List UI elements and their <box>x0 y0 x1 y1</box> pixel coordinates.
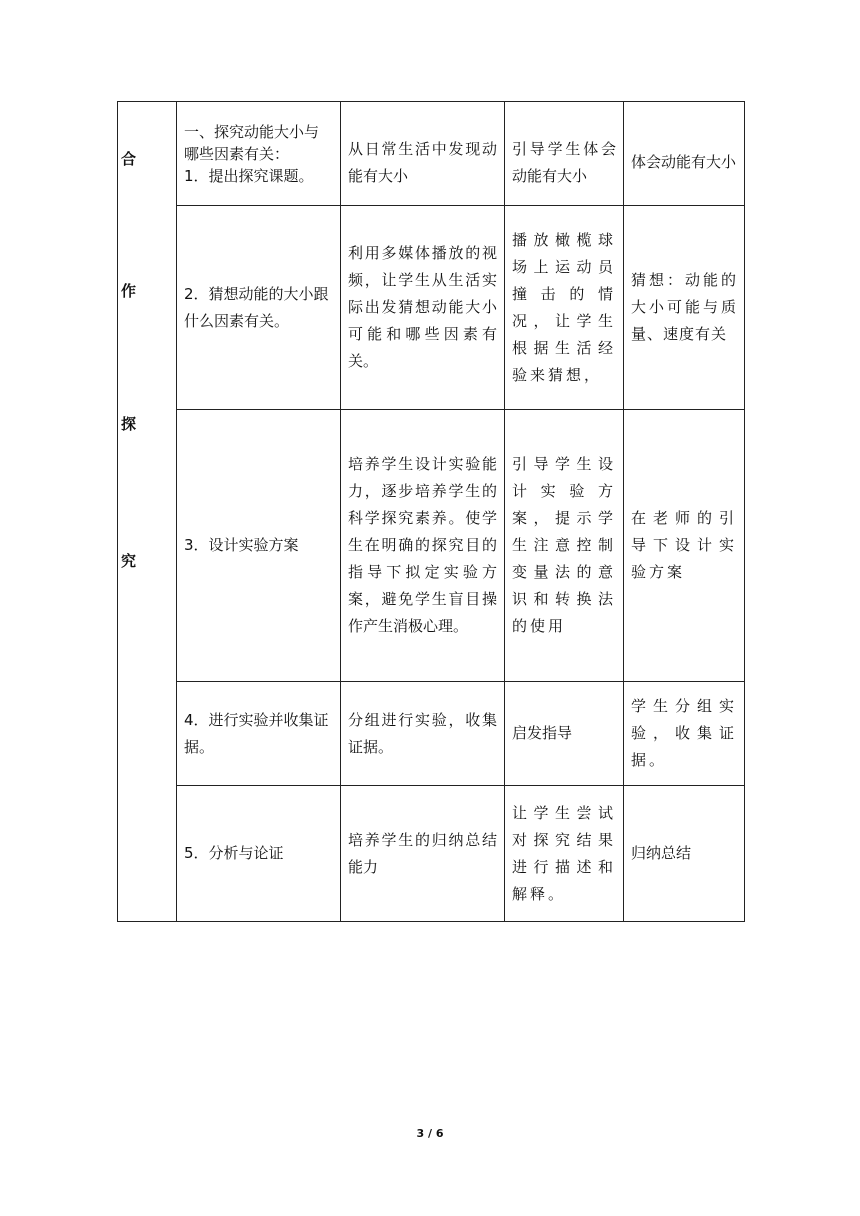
step-cell: 2．猜想动能的大小跟什么因素有关。 <box>177 206 341 410</box>
purpose-cell: 培养学生设计实验能力，逐步培养学生的科学探究素养。使学生在明确的探究目的指导下拟定实验方案，避免学生盲目操作产生消极心理。 <box>341 410 505 682</box>
table-row <box>118 102 745 206</box>
page-number: 3 / 6 <box>416 1127 444 1140</box>
lesson-table <box>117 101 745 922</box>
step-cell: 一、探究动能大小与哪些因素有关： 1．提出探究课题。 <box>177 102 341 206</box>
purpose-cell: 培养学生的归纳总结能力 <box>341 786 505 922</box>
teacher-cell: 引导学生体会动能有大小 <box>505 102 624 206</box>
step-cell: 5．分析与论证 <box>177 786 341 922</box>
student-cell: 学生分组实验，收集证据。 <box>624 682 745 786</box>
table-row <box>118 786 745 922</box>
table-row <box>118 410 745 682</box>
student-cell: 猜想：动能的大小可能与质量、速度有关 <box>624 206 745 410</box>
teacher-cell: 让学生尝试对探究结果进行描述和解释。 <box>505 786 624 922</box>
side-label-char: 究 <box>121 552 137 570</box>
table-row <box>118 682 745 786</box>
student-cell: 归纳总结 <box>624 786 745 922</box>
side-label-char: 合 <box>121 150 137 168</box>
side-label-char: 探 <box>121 415 137 433</box>
student-cell: 体会动能有大小 <box>624 102 745 206</box>
step-cell: 3．设计实验方案 <box>177 410 341 682</box>
teacher-cell: 启发指导 <box>505 682 624 786</box>
purpose-cell: 分组进行实验，收集证据。 <box>341 682 505 786</box>
side-label-cell <box>118 102 177 922</box>
table-row <box>118 206 745 410</box>
purpose-cell: 利用多媒体播放的视频，让学生从生活实际出发猜想动能大小可能和哪些因素有关。 <box>341 206 505 410</box>
step-cell: 4．进行实验并收集证据。 <box>177 682 341 786</box>
teacher-cell: 播放橄榄球场上运动员撞击的情况，让学生根据生活经验来猜想， <box>505 206 624 410</box>
student-cell: 在老师的引导下设计实验方案 <box>624 410 745 682</box>
side-label-char: 作 <box>121 282 137 300</box>
teacher-cell: 引导学生设计实验方案，提示学生注意控制变量法的意识和转换法的使用 <box>505 410 624 682</box>
purpose-cell: 从日常生活中发现动能有大小 <box>341 102 505 206</box>
